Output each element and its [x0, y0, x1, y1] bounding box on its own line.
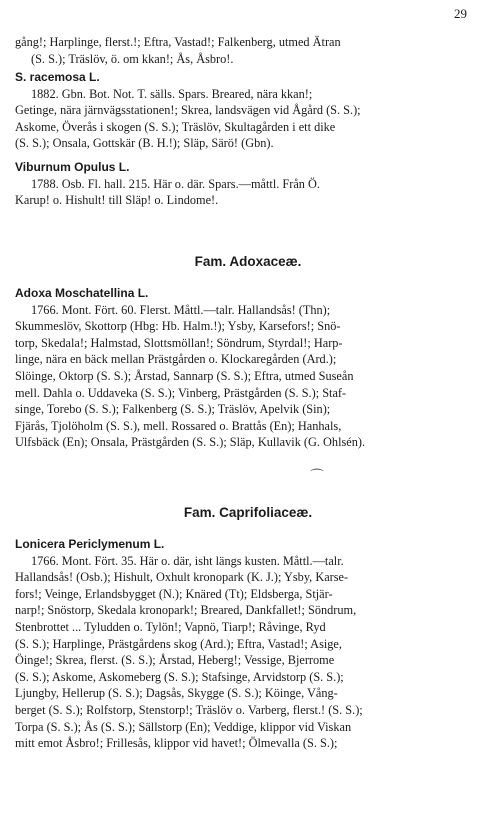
species-name: Viburnum Opulus L. [15, 160, 130, 174]
text-line: Hallandsås! (Osb.); Hishult, Oxhult kronopark (K. J.); Ysby, Karse- [15, 570, 349, 585]
text-line: Ulfsbäck (En); Onsala, Prästgården (S. S.); Släp, Kullavik (G. Ohlsén). [15, 435, 366, 450]
species-name: S. racemosa L. [15, 70, 100, 84]
text-line: Karup! o. Hishult! till Släp! o. Lindome!. [15, 193, 219, 208]
family-heading-adoxaceae: Fam. Adoxaceæ. [194, 254, 302, 269]
text-line: 1766. Mont. Fört. 35. Här o. där, isht längs kusten. Måttl.—talr. [31, 553, 344, 568]
text-line: Skummeslöv, Skottorp (Hbg: Hb. Halm.!); Ysby, Karsefors!; Snö- [15, 319, 341, 334]
text-line: Slöinge, Oktorp (S. S.); Årstad, Sannarp (S. S.); Eftra, utmed Suseån [15, 368, 354, 383]
text-line: Torpa (S. S.); Ås (S. S.); Sällstorp (En); Veddige, klippor vid Viskan [15, 719, 352, 734]
species-entry-racemosa [15, 69, 477, 152]
text-line: fors!; Veinge, Erlandsbygget (N.); Knäred (Tt); Eldsberga, Stjär- [15, 586, 333, 601]
text-line: Öinge!; Skrea, flerst. (S. S.); Årstad, Heberg!; Vessige, Bjerrome [15, 653, 335, 668]
text-line: berget (S. S.); Rolfstorp, Stenstorp!; Träslöv o. Varberg, flerst.! (S. S.); [15, 702, 363, 717]
text-line: (S. S.); Onsala, Gottskär (B. H.!); Släp, Särö! (Gbn). [15, 136, 274, 151]
text-line: mell. Dahla o. Uddaveka (S. S.); Vinberg, Prästgården (S. S.); Staf- [15, 385, 347, 400]
text-line: (S. S.); Askome, Askomeberg (S. S.); Stafsinge, Arvidstorp (S. S.); [15, 669, 344, 684]
species-name: Adoxa Moschatellina L. [15, 286, 149, 300]
species-entry-lonicera [15, 536, 477, 752]
text-line: mitt emot Åsbro!; Frillesås, klippor vid havet!; Ölmevalla (S. S.); [15, 736, 338, 751]
text-line: narp!; Snöstorp, Skedala kronopark!; Breared, Dankfallet!; Söndrum, [15, 603, 357, 618]
text-line: torp, Skedala!; Halmstad, Slottsmöllan!; Söndrum, Styrdal!; Harp- [15, 335, 343, 350]
text-line: 1882. Gbn. Bot. Not. T. sälls. Spars. Breared, nära kkan!; [31, 86, 313, 101]
family-heading-caprifoliaceae: Fam. Caprifoliaceæ. [183, 505, 313, 520]
text-line: 1766. Mont. Fört. 60. Flerst. Måttl.—talr. Hallandsås! (Thn); [31, 302, 331, 317]
page-number: 29 [454, 6, 467, 21]
text-line: Askome, Överås i skogen (S. S.); Träslöv, Skultagården i ett dike [15, 119, 336, 134]
text-line: Getinge, nära järnvägsstationen!; Skrea, landsvägen vid Ågård (S. S.); [15, 103, 361, 118]
text-line: (S. S.); Harplinge, Prästgårdens skog (Ard.); Eftra, Vastad!; Asige, [15, 636, 342, 651]
text-line: singe, Torebo (S. S.); Falkenberg (S. S.); Träslöv, Apelvik (Sin); [15, 402, 331, 417]
text-line: Fjärås, Tjolöholm (S. S.), mell. Rossared o. Brattås (En); Hanhals, [15, 418, 342, 433]
species-name: Lonicera Periclymenum L. [15, 537, 165, 551]
text-line: gång!; Harplinge, flerst.!; Eftra, Vastad!; Falkenberg, utmed Ätran [15, 35, 341, 49]
species-entry-adoxa [15, 285, 477, 451]
text-line: Stenbrottet ... Tyludden o. Tylön!; Vapnö, Tiarp!; Råvinge, Ryd [15, 619, 326, 634]
pencil-mark: ⌒ [310, 470, 324, 485]
text-line: (S. S.); Träslöv, ö. om kkan!; Ås, Åsbro!. [31, 51, 234, 66]
continued-entry [15, 34, 477, 67]
text-line: linge, nära en bäck mellan Prästgården o. Klockaregården (Ard.); [15, 352, 337, 367]
text-line: 1788. Osb. Fl. hall. 215. Här o. där. Spars.—måttl. Från Ö. [31, 176, 320, 191]
species-entry-viburnum [15, 159, 477, 209]
text-line: Ljungby, Hellerup (S. S.); Dagsås, Skygge (S. S.); Köinge, Vång- [15, 686, 338, 701]
